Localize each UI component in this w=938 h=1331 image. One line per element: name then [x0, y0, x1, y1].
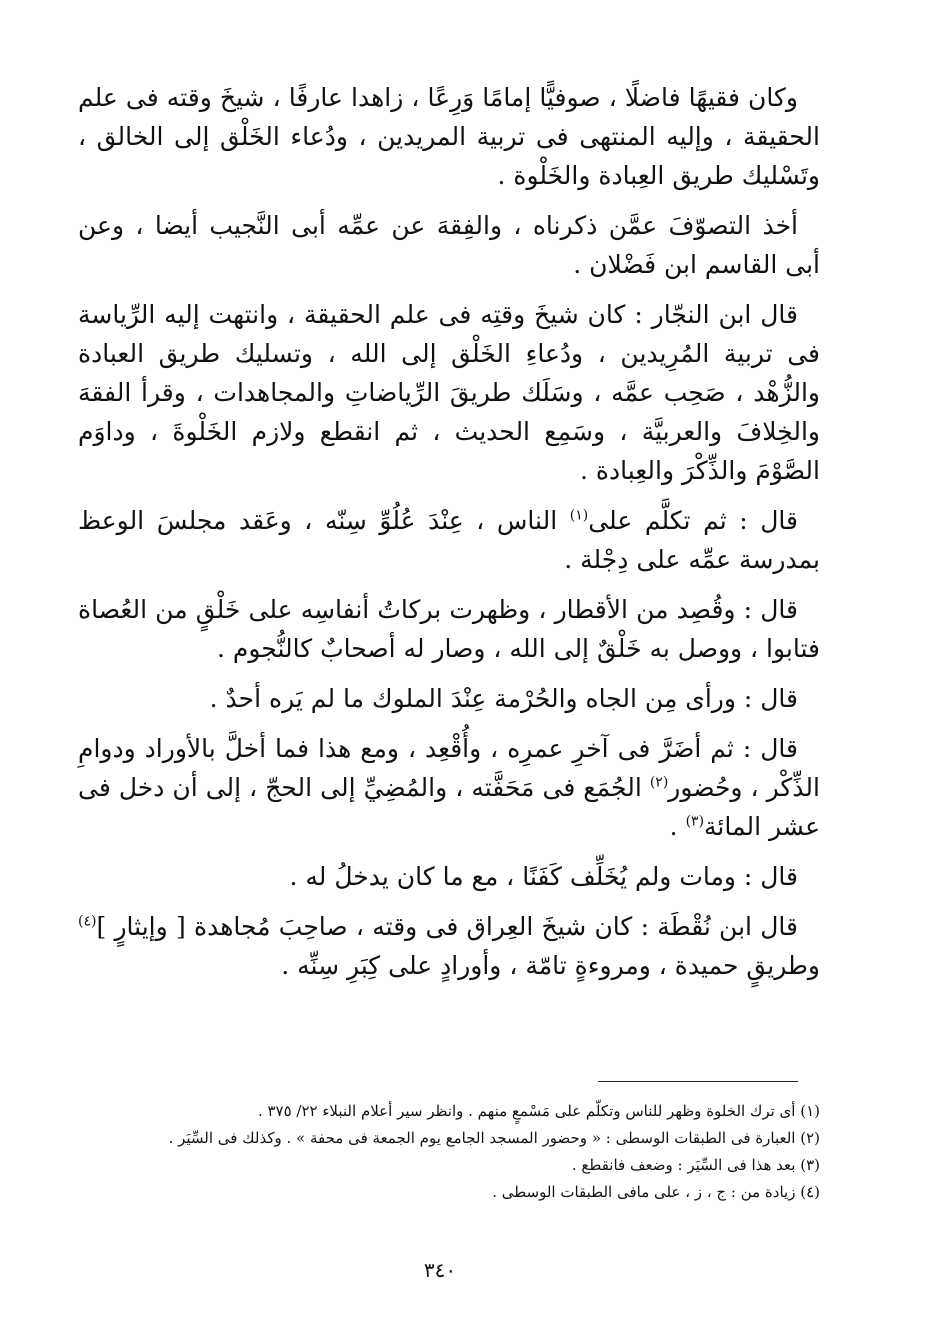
- footnote-ref-2[interactable]: (٢): [649, 774, 669, 791]
- page-number: ٣٤٠: [423, 1258, 457, 1282]
- paragraph-3: قال ابن النجّار : كان شيخَ وقتِه فى علم الحقيقة ، وانتهت إليه الرِّياسة فى تربية المُرِيدين ، ودُعاءِ الخَلْق إلى الله ، وتسليك طريق العبادة والزُّهْد ، صَحِب عمَّه ، وسَلَك طريقَ الرِّياضاتِ والمجاهدات ، وقرأ الفقهَ والخِلافَ والعربيَّة ، وسَمِع الحديث ، ثم انقطع ولازم الخَلْوةَ ، وداوَم الصَّوْمَ والذِّكْرَ والعِبادة .: [78, 300, 820, 485]
- footnote-3: (٣) بعد هذا فى السِّيَر : وضعف فانقطع .: [571, 1156, 820, 1174]
- paragraph-7: قال : ثم أضَرَّ فى آخرِ عمرِه ، وأُقْعِد ، ومع هذا فما أخلَّ بالأوراد ودوامِ الذِّكْر ، وحُضور$^{(٢)}$ الجُمَع فى مَحَفَّته ، والمُضِيِّ إلى الحجّ ، إلى أن دخل فى عشر المائة$^{(٣)}$ .: [78, 734, 820, 841]
- paragraph-6: قال : ورأى مِن الجاه والحُرْمة عِنْدَ الملوك ما لم يَره أحدٌ .: [209, 684, 798, 713]
- main-text: [78, 78, 820, 996]
- paragraph-8: قال : ومات ولم يُخَلِّف كَفَنًا ، مع ما كان يدخلُ له .: [289, 862, 798, 891]
- footnote-divider: [598, 1081, 798, 1082]
- footnote-1: (١) أى ترك الخلوة وظهر للناس وتكلّم على مَسْمعٍ منهم . وانظر سير أعلام النبلاء ٢٢/ ٣٧٥ .: [257, 1102, 820, 1120]
- footnote-ref-1[interactable]: (١): [569, 507, 589, 524]
- paragraph-1: وكان فقيهًا فاضلًا ، صوفيًّا إمامًا وَرِعًا ، زاهدا عارفًا ، شيخَ وقته فى علم الحقيقة ، وإليه المنتهى فى تربية المريدين ، ودُعاء الخَلْق إلى الخالق ، وتَسْليك طريق العِبادة والخَلْوة .: [78, 83, 820, 190]
- footnote-ref-3[interactable]: (٣): [685, 813, 705, 830]
- footnote-2: (٢) العبارة فى الطبقات الوسطى : « وحضور المسجد الجامع يوم الجمعة فى محفة » . وكذلك فى السِّيَر .: [168, 1129, 820, 1147]
- footnote-ref-4[interactable]: (٤): [78, 913, 97, 930]
- footnote-4: (٤) زيادة من : ج ، ز ، على مافى الطبقات الوسطى .: [492, 1183, 820, 1201]
- footnotes: [78, 1098, 820, 1206]
- paragraph-9: قال ابن نُقْطَة : كان شيخَ العِراق فى وقته ، صاحِبَ مُجاهدة [ وإيثارٍ ]$^{(٤)}$ وطريقٍ حميدة ، ومروءةٍ تامّة ، وأورادٍ على كِبَرِ سِنِّه .: [78, 912, 820, 980]
- paragraph-2: أخذ التصوّفَ عمَّن ذكرناه ، والفِقهَ عن عمِّه أبى النَّجيب أيضا ، وعن أبى القاسم ابن فَضْلان .: [78, 211, 820, 279]
- paragraph-4: قال : ثم تكلَّم على$^{(١)}$ الناس ، عِنْدَ عُلُوِّ سِنّه ، وعَقد مجلسَ الوعظ بمدرسة عمِّه على دِجْلة .: [78, 506, 820, 574]
- paragraph-5: قال : وقُصِد من الأقطار ، وظهرت بركاتُ أنفاسِه على خَلْقٍ من العُصاة فتابوا ، ووصل به خَلْقٌ إلى الله ، وصار له أصحابٌ كالنُّجوم .: [78, 595, 820, 663]
